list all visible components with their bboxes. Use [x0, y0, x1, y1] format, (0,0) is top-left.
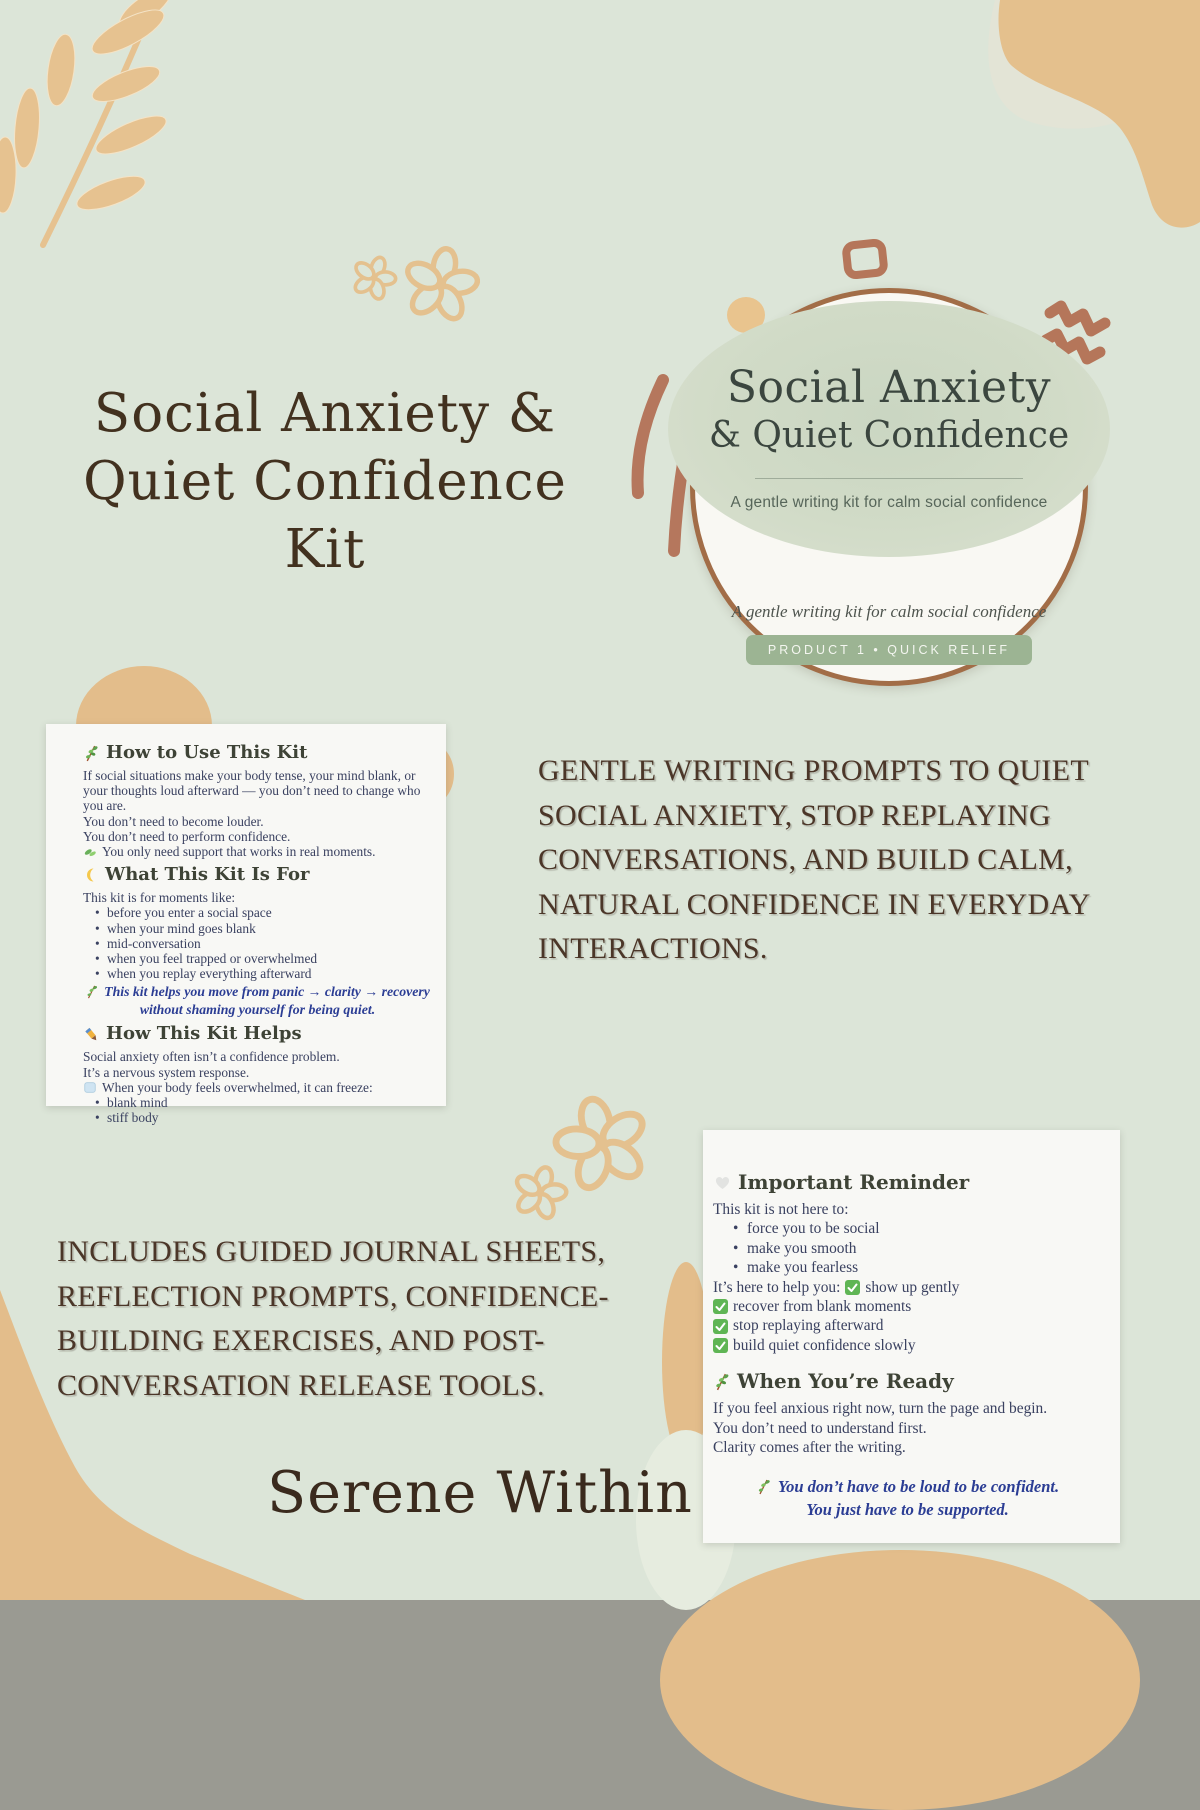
brand-logo: Serene Within [267, 1460, 693, 1526]
doc-paragraph: When your body feels overwhelmed, it can freeze: [102, 1079, 373, 1095]
check-icon [713, 1319, 728, 1334]
herb-icon [713, 1373, 731, 1391]
badge-tagline-italic: A gentle writing kit for calm social confidence [731, 602, 1047, 621]
moon-icon [83, 867, 99, 883]
promo-text-right: GENTLE WRITING PROMPTS TO QUIET SOCIAL ANXIETY, STOP REPLAYING CONVERSATIONS, AND BUILD CALM, NATURAL CONFIDENCE IN EVERYDAY INTERACTIONS. [538, 754, 1090, 965]
flower-icon [396, 240, 486, 330]
doc-paragraph: If you feel anxious right now, turn the page and begin. [713, 1400, 1048, 1418]
badge-title-line1: Social Anxiety [726, 362, 1052, 413]
fern-branch-icon [0, 0, 210, 255]
writing-icon [83, 1026, 100, 1043]
doc-bullet: • when your mind goes blank [83, 921, 432, 936]
doc-paragraph: Social anxiety often isn’t a confidence problem. [83, 1049, 340, 1065]
doc-quote-line2: You just have to be supported. [806, 1500, 1009, 1520]
doc-paragraph: It’s a nervous system response. [83, 1064, 250, 1080]
doc-heading: How This Kit Helps [106, 1023, 302, 1045]
how-to-use-document [46, 724, 446, 1126]
leaf-icon [83, 845, 97, 859]
doc-bullet: • make you fearless [713, 1258, 1102, 1277]
doc-paragraph: build quiet confidence slowly [733, 1336, 916, 1354]
corner-blob-shape [980, 0, 1200, 240]
divider [755, 478, 1023, 479]
doc-bullet: • when you feel trapped or overwhelmed [83, 951, 432, 966]
doc-paragraph: You don’t need to become louder. [83, 813, 264, 829]
rounded-square-doodle [841, 238, 889, 280]
doc-paragraph: recover from blank moments [733, 1298, 912, 1316]
doc-quote-line1: This kit helps you move from panic → clarity → recovery [104, 984, 430, 1000]
doc-paragraph: This kit is not here to: [713, 1201, 849, 1218]
doc-quote-line1: You don’t have to be loud to be confident. [777, 1477, 1060, 1497]
flower-icon [345, 249, 404, 308]
herb-icon [83, 745, 100, 762]
product-pill-label: PRODUCT 1 • QUICK RELIEF [746, 635, 1032, 665]
promo-text-includes: INCLUDES GUIDED JOURNAL SHEETS, REFLECTION PROMPTS, CONFIDENCE-BUILDING EXERCISES, AND POST-CONVERSATION RELEASE TOOLS. [57, 1235, 609, 1402]
heart-icon [713, 1173, 732, 1192]
doc-bullet: • stiff body [83, 1110, 432, 1125]
check-icon [713, 1299, 728, 1314]
doc-paragraph: You only need support that works in real moments. [102, 844, 376, 860]
doc-heading: What This Kit Is For [105, 864, 310, 886]
important-reminder-document [703, 1130, 1120, 1543]
doc-paragraph: You don’t need to understand first. [713, 1419, 927, 1437]
doc-bullet: • mid-conversation [83, 936, 432, 951]
check-icon [713, 1338, 728, 1353]
doc-paragraph: show up gently [865, 1278, 960, 1296]
badge-title-line2: & Quiet Confidence [708, 415, 1070, 456]
ice-icon [83, 1080, 97, 1094]
herb-icon [756, 1479, 772, 1495]
doc-heading: Important Reminder [738, 1170, 970, 1194]
page-title-line2: Quiet Confidence Kit [83, 451, 567, 580]
product-badge [690, 288, 1088, 686]
doc-paragraph: Clarity comes after the writing. [713, 1439, 906, 1457]
doc-heading: How to Use This Kit [106, 742, 308, 763]
doc-heading: When You’re Ready [737, 1369, 954, 1394]
page-title [40, 380, 610, 584]
doc-bullet: • force you to be social [713, 1219, 1102, 1238]
doc-paragraph: You don’t need to perform confidence. [83, 828, 291, 844]
page-title-line1: Social Anxiety & [93, 383, 557, 444]
doc-bullet: • before you enter a social space [83, 905, 432, 920]
herb-icon [85, 985, 99, 999]
doc-paragraph: If social situations make your body tense, your mind blank, or your thoughts loud afterward — you don’t need to change who you are. [83, 768, 421, 814]
check-icon [845, 1280, 860, 1295]
badge-tagline: A gentle writing kit for calm social confidence [730, 494, 1048, 511]
doc-quote-line2: without shaming yourself for being quiet. [139, 1001, 376, 1017]
doc-bullet: • when you replay everything afterward [83, 966, 432, 981]
doc-bullet: • make you smooth [713, 1239, 1102, 1258]
doc-paragraph: It’s here to help you: [713, 1278, 841, 1296]
doc-paragraph: stop replaying afterward [733, 1317, 884, 1335]
blob-shape [660, 1550, 1140, 1810]
doc-paragraph: This kit is for moments like: [83, 890, 236, 906]
doc-bullet: • blank mind [83, 1095, 432, 1110]
